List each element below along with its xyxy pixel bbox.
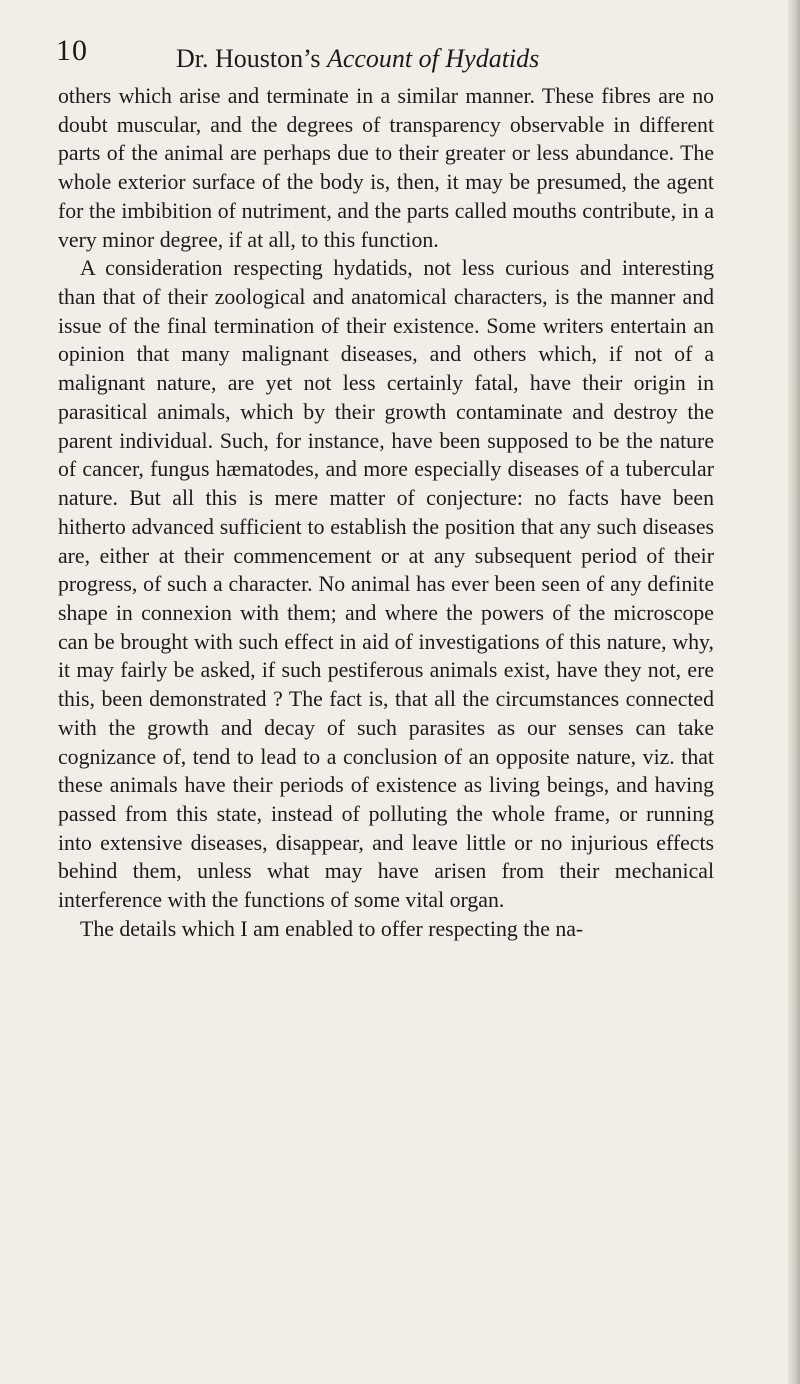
paragraph-continued: others which arise and terminate in a similar manner. These fibres are no doubt muscular, and the degrees of transparency observable in different parts of the animal are perhaps due to their greater or less abundance. The whole exterior surface of the body is, then, it may be presumed, the agent for the imbibition of nutriment, and the parts called mouths contribute, in a very minor degree, if at all, to this function.: [58, 84, 714, 252]
running-head: [56, 34, 756, 74]
page-number: 10: [56, 34, 88, 67]
running-title-work: Account of Hydatids: [326, 44, 540, 73]
paragraph-hydatid-termination: A consideration respecting hydatids, not less curious and interesting than that of their zoological and anatomical characters, is the manner and issue of the final termination of their existence. Some writers entertain an opinion that many malignant diseases, and others which, if not of a malignant nature, are yet not less certainly fatal, have their origin in parasitical animals, which by their growth contaminate and destroy the parent individual. Such, for instance, have been supposed to be the nature of cancer, fungus hæmatodes, and more especially diseases of a tubercular nature. But all this is mere matter of conjecture: no facts have been hitherto advanced sufficient to establish the position that any such diseases are, either at their commencement or at any subsequent period of their progress, of such a character. No animal has ever been seen of any definite shape in connexion with them; and where the powers of the microscope can be brought with such effect in aid of investigations of this nature, why, it may fairly be asked, if such pestiferous animals exist, have they not, ere this, been demonstrated ? The fact is, that all the circumstances connected with the growth and decay of such parasites as our senses can take cognizance of, tend to lead to a conclusion of an opposite nature, viz. that these animals have their periods of existence as living beings, and having passed from this state, instead of polluting the whole frame, or running into extensive diseases, disappear, and leave little or no injurious effects behind them, unless what may have arisen from their mechanical interference with the functions of some vital organ.: [58, 256, 714, 913]
running-title: [176, 44, 539, 74]
paragraph-details: The details which I am enabled to offer respecting the na-: [80, 916, 584, 941]
body-text: [58, 82, 714, 944]
running-title-author: Dr. Houston’s: [176, 44, 321, 73]
page-edge-shadow: [788, 0, 800, 1384]
